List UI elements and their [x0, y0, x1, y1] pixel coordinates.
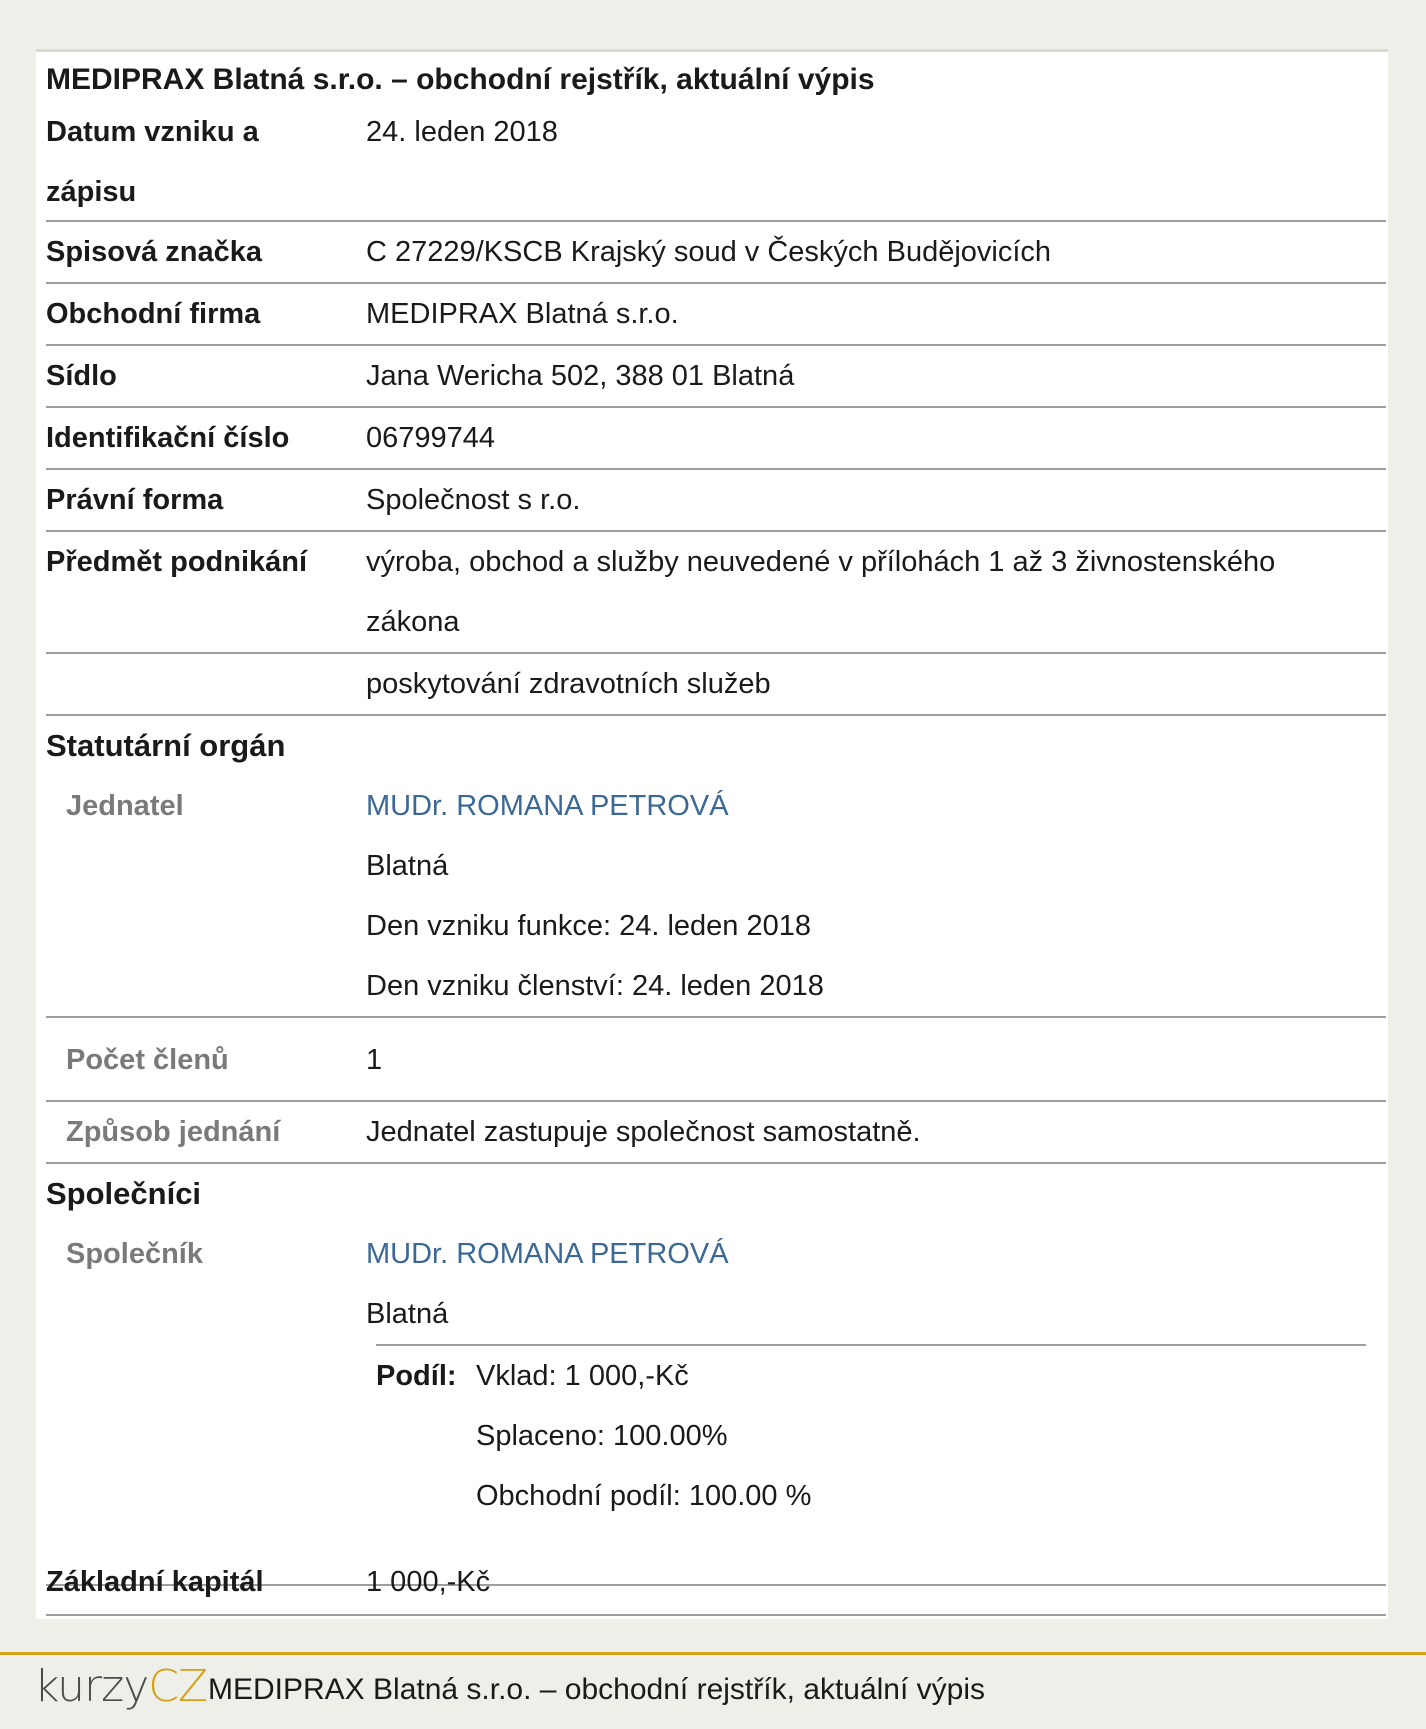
kapital-label: Základní kapitál — [46, 1566, 264, 1598]
section-statutarni-organ: Statutární orgán — [46, 728, 286, 763]
zpusob-value: Jednatel zastupuje společnost samostatně. — [366, 1116, 921, 1148]
row-predmet-podnikani-2 — [46, 654, 1386, 716]
jednatel-label: Jednatel — [66, 790, 184, 822]
row-spolecnik — [46, 1224, 1386, 1586]
row-jednatel — [46, 776, 1386, 1018]
podil-block — [376, 1344, 1366, 1586]
row-zpusob-jednani — [46, 1102, 1386, 1164]
podil-splaceno: Splaceno: 100.00% — [476, 1420, 728, 1452]
row-spisova-znacka — [46, 222, 1386, 284]
jednatel-city: Blatná — [366, 850, 449, 882]
datum-label-line-1: Datum vzniku a — [46, 116, 259, 148]
ico-label: Identifikační číslo — [46, 422, 290, 454]
logo-text-cz: CZ — [148, 1661, 208, 1712]
company-record-card — [36, 49, 1388, 1619]
podil-vklad: Vklad: 1 000,-Kč — [476, 1360, 689, 1392]
podil-label: Podíl: — [376, 1360, 457, 1392]
ico-value: 06799744 — [366, 422, 496, 454]
row-zakladni-kapital — [46, 1552, 1386, 1616]
predmet-value-2: poskytování zdravotních služeb — [366, 668, 771, 700]
predmet-label: Předmět podnikání — [46, 546, 308, 578]
spolecnik-name-link[interactable]: MUDr. ROMANA PETROVÁ — [366, 1238, 729, 1270]
jednatel-den-vzniku-funkce: Den vzniku funkce: 24. leden 2018 — [366, 910, 811, 942]
predmet-value-1-line-1: výroba, obchod a služby neuvedené v přílohách 1 až 3 živnostenského — [366, 546, 1276, 578]
forma-label: Právní forma — [46, 484, 224, 516]
spolecnik-city: Blatná — [366, 1298, 449, 1330]
section-spolecnici: Společníci — [46, 1176, 202, 1211]
firma-label: Obchodní firma — [46, 298, 261, 330]
spolecnik-details — [366, 1224, 1376, 1344]
spolecnik-label: Společník — [66, 1238, 203, 1270]
pocet-value: 1 — [366, 1044, 383, 1076]
sidlo-label: Sídlo — [46, 360, 117, 392]
jednatel-name-link[interactable]: MUDr. ROMANA PETROVÁ — [366, 790, 729, 822]
logo-text-kurzy: kurzy — [34, 1661, 149, 1712]
kurzy-cz-logo[interactable] — [34, 1661, 207, 1712]
spis-value: C 27229/KSCB Krajský soud v Českých Budějovicích — [366, 236, 1052, 268]
row-pravni-forma — [46, 470, 1386, 532]
row-identifikacni-cislo — [46, 408, 1386, 470]
datum-value: 24. leden 2018 — [366, 116, 558, 148]
firma-value: MEDIPRAX Blatná s.r.o. — [366, 298, 679, 330]
jednatel-details — [366, 776, 1376, 1016]
footer — [0, 1652, 1426, 1729]
zpusob-label: Způsob jednání — [66, 1116, 281, 1148]
jednatel-den-vzniku-clenstvi: Den vzniku členství: 24. leden 2018 — [366, 970, 824, 1002]
sidlo-value: Jana Wericha 502, 388 01 Blatná — [366, 360, 795, 392]
row-datum-vzniku — [46, 102, 1386, 222]
forma-value: Společnost s r.o. — [366, 484, 581, 516]
row-pocet-clenu — [46, 1018, 1386, 1102]
datum-label — [46, 102, 346, 222]
datum-label-line-2: zápisu — [46, 176, 137, 208]
row-predmet-podnikani — [46, 532, 1386, 654]
pocet-label: Počet členů — [66, 1044, 229, 1076]
predmet-value-1 — [366, 532, 1376, 652]
podil-values — [476, 1346, 811, 1526]
predmet-value-1-line-2: zákona — [366, 606, 460, 638]
spis-label: Spisová značka — [46, 236, 262, 268]
kapital-value: 1 000,-Kč — [366, 1566, 491, 1598]
row-sidlo — [46, 346, 1386, 408]
row-obchodni-firma — [46, 284, 1386, 346]
page-title: MEDIPRAX Blatná s.r.o. – obchodní rejstřík, aktuální výpis — [46, 63, 875, 96]
footer-title: MEDIPRAX Blatná s.r.o. – obchodní rejstřík, aktuální výpis — [208, 1673, 986, 1706]
podil-obchodni-podil: Obchodní podíl: 100.00 % — [476, 1480, 812, 1512]
